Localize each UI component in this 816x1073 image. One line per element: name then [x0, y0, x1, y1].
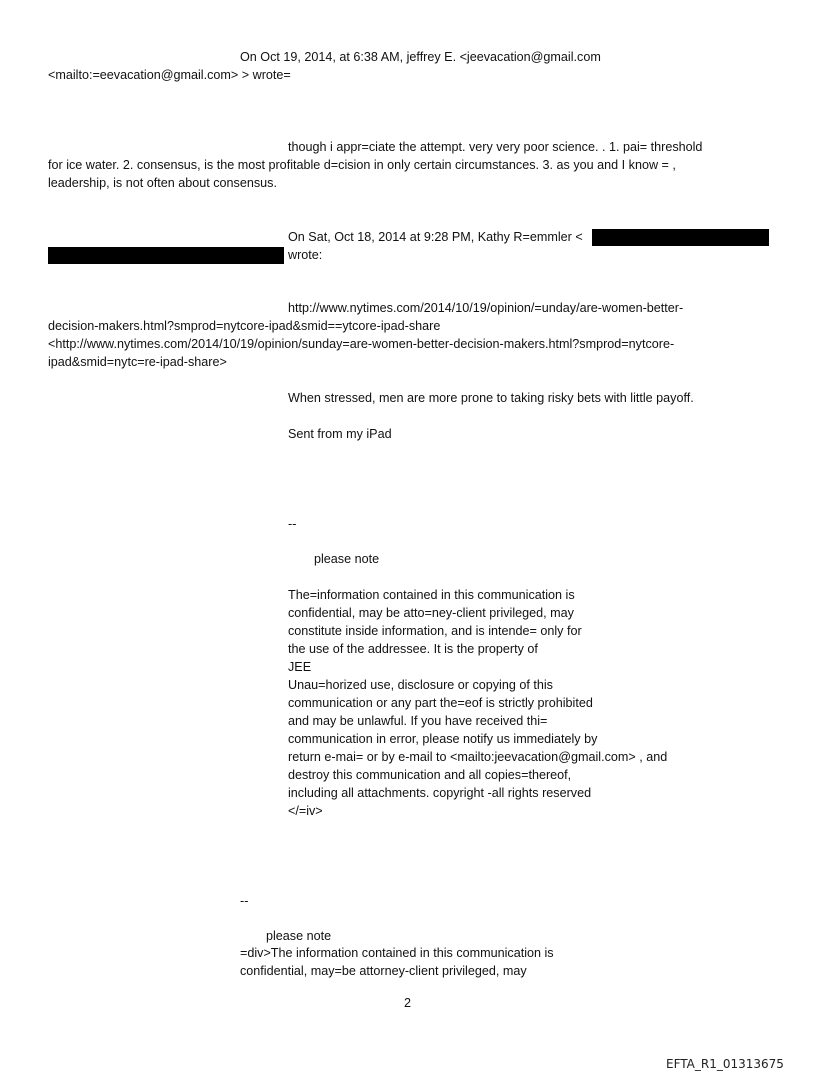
signature1-line-9: communication in error, please notify us immediately by [288, 732, 598, 746]
signature1-line-11: destroy this communication and all copies=thereof, [288, 768, 572, 782]
body-text: When stressed, men are more prone to taking risky bets with little payoff. [288, 391, 694, 405]
link-line-4: ipad&smid=nytc=re-ipad-share> [48, 355, 227, 369]
signature1-note: please note [314, 552, 380, 566]
signature1-line-12: including all attachments. copyright -all rights reserved [288, 786, 592, 800]
signature1-line-4: the use of the addressee. It is the property of [288, 642, 538, 656]
footer-document-id: EFTA_R1_01313675 [666, 1057, 784, 1071]
link-line-1: http://www.nytimes.com/2014/10/19/opinion/=unday/are-women-better- [288, 301, 684, 315]
signature1-line-6: Unau=horized use, disclosure or copying of this [288, 678, 553, 692]
signature2-line-1: =div>The information contained in this communication is [240, 946, 554, 960]
reply-line-1: though i appr=ciate the attempt. very very poor science. . 1. pai= threshold [288, 140, 703, 154]
quote2-line-2: wrote: [288, 248, 323, 262]
signature1-line-8: and may be unlawful. If you have received thi= [288, 714, 548, 728]
signature2-line-2: confidential, may=be attorney-client privileged, may [240, 964, 527, 978]
signature2-note: please note [266, 929, 332, 943]
signature1-separator: -- [288, 517, 297, 531]
page-number: 2 [404, 996, 412, 1010]
signature1-line-5: JEE [288, 660, 312, 674]
quote2-line-1: On Sat, Oct 18, 2014 at 9:28 PM, Kathy R=emmler < [288, 230, 583, 244]
redaction-block-1 [592, 229, 769, 246]
signature1-line-2: confidential, may be atto=ney-client privileged, may [288, 606, 574, 620]
signature1-line-1: The=information contained in this communication is [288, 588, 575, 602]
signature1-line-13: </=iv> [288, 804, 323, 818]
redaction-block-2 [48, 247, 284, 264]
header-quote-line-1: On Oct 19, 2014, at 6:38 AM, jeffrey E. <jeevacation@gmail.com [240, 50, 601, 64]
signature1-line-7: communication or any part the=eof is strictly prohibited [288, 696, 593, 710]
signature1-line-3: constitute inside information, and is intende= only for [288, 624, 582, 638]
reply-line-3: leadership, is not often about consensus. [48, 176, 277, 190]
link-line-3: <http://www.nytimes.com/2014/10/19/opinion/sunday=are-women-better-decision-makers.html?smprod=nytcore- [48, 337, 675, 351]
sent-from: Sent from my iPad [288, 427, 392, 441]
signature1-line-10: return e-mai= or by e-mail to <mailto:jeevacation@gmail.com> , and [288, 750, 668, 764]
reply-line-2: for ice water. 2. consensus, is the most profitable d=cision in only certain circumstances. 3. as you and I know = , [48, 158, 676, 172]
header-quote-line-2: <mailto:=eevacation@gmail.com> > wrote= [48, 68, 291, 82]
signature2-separator: -- [240, 894, 249, 908]
link-line-2: decision-makers.html?smprod=nytcore-ipad&smid==ytcore-ipad-share [48, 319, 441, 333]
